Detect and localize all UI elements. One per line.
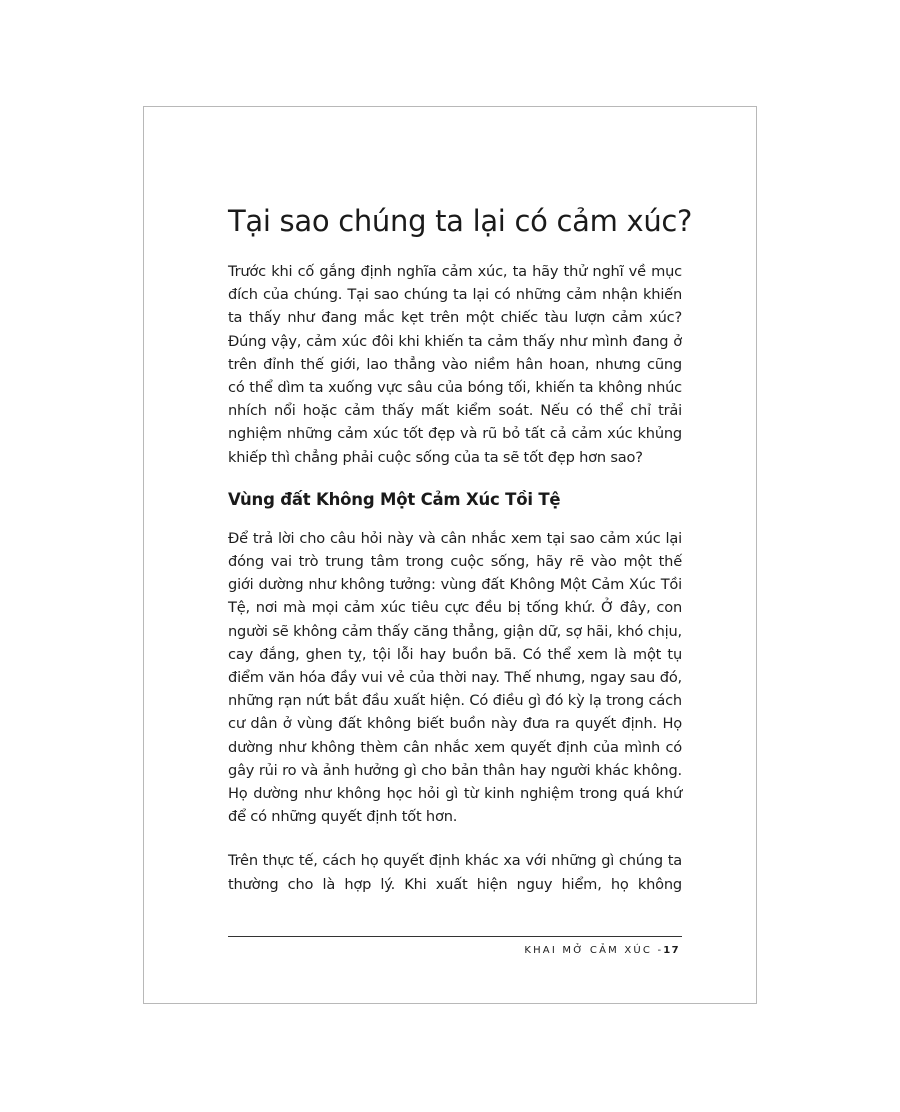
footer-divider xyxy=(228,936,682,937)
page-footer xyxy=(524,944,680,958)
body-paragraph-2: Để trả lời cho câu hỏi này và cân nhắc xem tại sao cảm xúc lại đóng vai trò trung tâm trong cuộc sống, hãy rẽ vào một thế giới dường như không tưởng: vùng đất Không Một Cảm Xúc Tồi Tệ, nơi mà mọi cảm xúc tiêu cực đều bị tống khứ. Ở đây, con người sẽ không cảm thấy căng thẳng, giận dữ, sợ hãi, khó chịu, cay đắng, ghen tỵ, tội lỗi hay buồn bã. Có thể xem là một tụ điểm văn hóa đầy vui vẻ của thời nay. Thế nhưng, ngay sau đó, những rạn nứt bắt đầu xuất hiện. Có điều gì đó kỳ lạ trong cách cư dân ở vùng đất không biết buồn này đưa ra quyết định. Họ dường như không thèm cân nhắc xem quyết định của mình có gây rủi ro và ảnh hưởng gì cho bản thân hay người khác không. Họ dường như không học hỏi gì từ kinh nghiệm trong quá khứ để có những quyết định tốt hơn. xyxy=(228,529,682,826)
body-paragraph-3: Trên thực tế, cách họ quyết định khác xa với những gì chúng ta thường cho là hợp lý. Khi xuất hiện nguy hiểm, họ không xyxy=(228,852,682,893)
body-paragraph-1: Trước khi cố gắng định nghĩa cảm xúc, ta hãy thử nghĩ về mục đích của chúng. Tại sao chúng ta lại có những cảm nhận khiến ta thấy như đang mắc kẹt trên một chiếc tàu lượn cảm xúc? Đúng vậy, cảm xúc đôi khi khiến ta cảm thấy như mình đang ở trên đỉnh thế giới, lao thẳng vào niềm hân hoan, nhưng cũng có thể dìm ta xuống vực sâu của bóng tối, khiến ta không nhúc nhích nổi hoặc cảm thấy mất kiểm soát. Nếu có thể chỉ trải nghiệm những cảm xúc tốt đẹp và rũ bỏ tất cả cảm xúc khủng khiếp thì chẳng phải cuộc sống của ta sẽ tốt đẹp hơn sao? xyxy=(228,263,682,466)
section-heading: Vùng đất Không Một Cảm Xúc Tồi Tệ xyxy=(228,489,561,509)
running-title: KHAI MỞ CẢM XÚC - xyxy=(524,945,664,956)
page-content xyxy=(228,203,693,896)
page-number: 17 xyxy=(663,945,680,956)
book-page xyxy=(143,106,757,1004)
chapter-title: Tại sao chúng ta lại có cảm xúc? xyxy=(228,204,693,238)
